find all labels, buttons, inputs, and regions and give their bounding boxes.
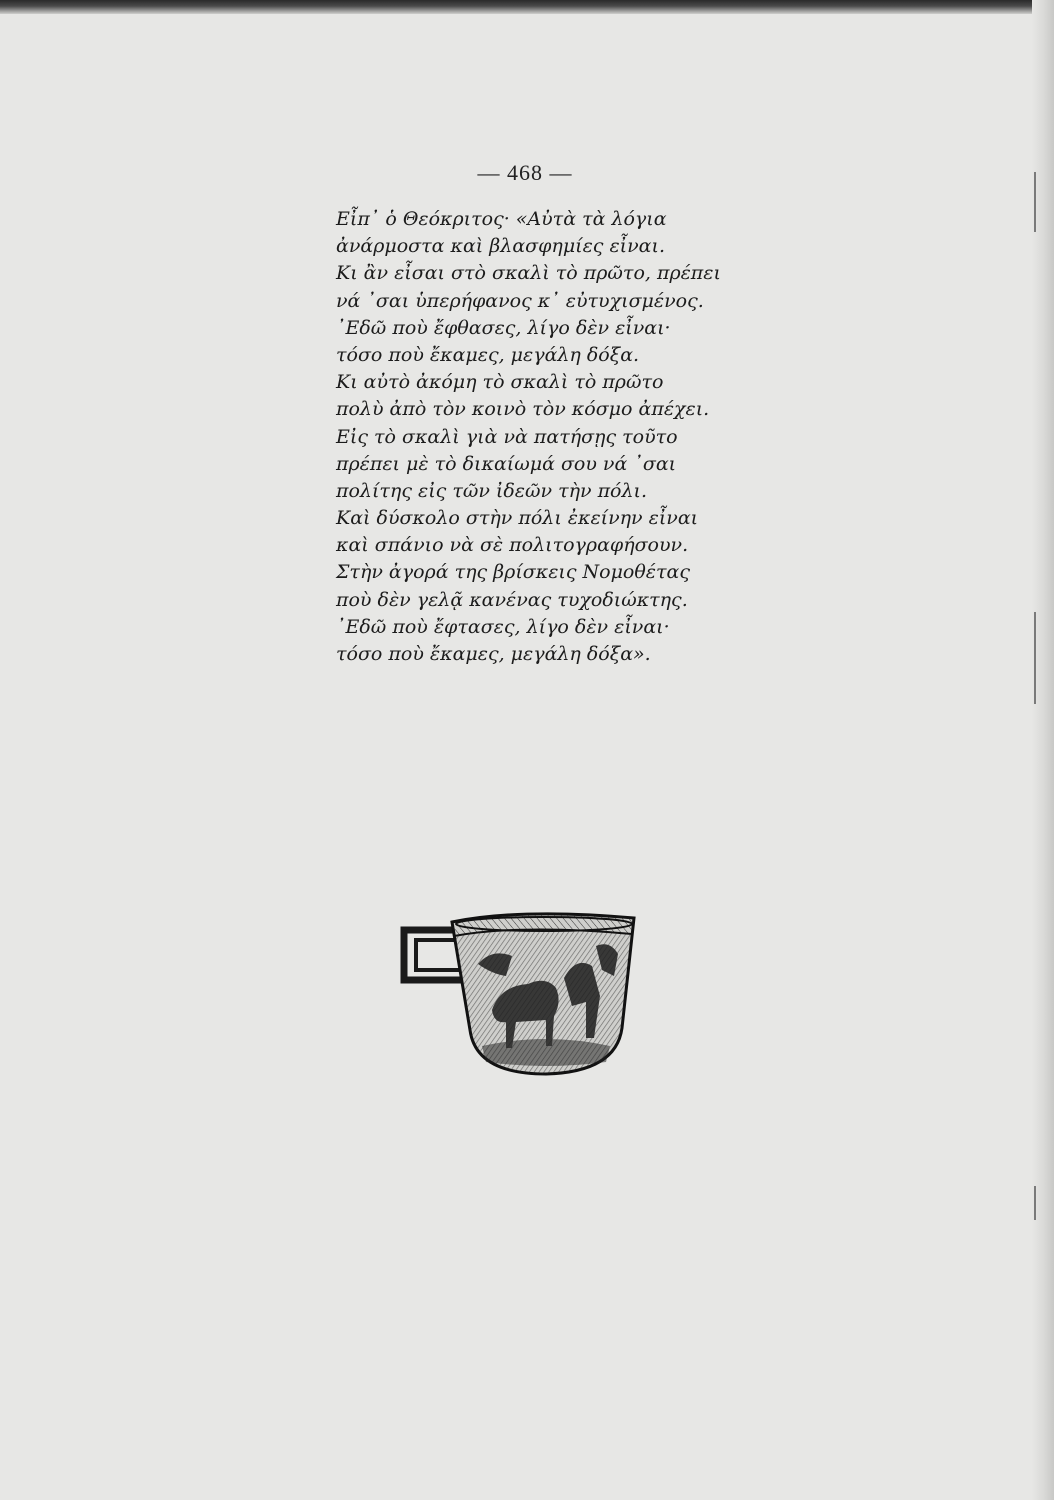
poem-line: Κι αὐτὸ ἀκόμη τὸ σκαλὶ τὸ πρῶτο	[336, 371, 664, 394]
poem-line: ᾽Εδῶ ποὺ ἔφθασες, λίγο δὲν εἶναι·	[336, 316, 671, 339]
poem-line: καὶ σπάνιο νὰ σὲ πολιτογραφήσουν.	[336, 534, 689, 557]
poem-line: πολὺ ἀπὸ τὸν κοινὸ τὸν κόσμο ἀπέχει.	[336, 398, 710, 421]
poem-line: Καὶ δύσκολο στὴν πόλι ἐκείνην εἶναι	[336, 507, 699, 530]
edge-mark	[1034, 1186, 1036, 1220]
edge-mark	[1034, 612, 1036, 704]
poem-line: ᾽Εδῶ ποὺ ἔφτασες, λίγο δὲν εἶναι·	[336, 615, 670, 638]
engraved-cup-vignette-icon	[396, 906, 642, 1082]
scanned-top-edge	[0, 0, 1054, 14]
poem-line: Εἰς τὸ σκαλὶ γιὰ νὰ πατήσῃς τοῦτο	[336, 425, 678, 448]
poem	[336, 206, 776, 668]
poem-line: Κι ἂν εἶσαι στὸ σκαλὶ τὸ πρῶτο, πρέπει	[336, 262, 721, 285]
poem-line: τόσο ποὺ ἔκαμες, μεγάλη δόξα».	[336, 643, 651, 665]
page-number: — 468 —	[477, 160, 573, 185]
poem-line: Εἶπ᾽ ὁ Θεόκριτος· «Αὐτὰ τὰ λόγια	[336, 208, 667, 230]
poem-line: νά ᾽σαι ὑπερήφανος κ᾽ εὐτυχισμένος.	[336, 289, 704, 312]
poem-line: τόσο ποὺ ἔκαμες, μεγάλη δόξα.	[336, 343, 640, 366]
edge-mark	[1034, 172, 1036, 232]
poem-line: Στὴν ἀγορά της βρίσκεις Νομοθέτας	[336, 561, 690, 584]
poem-line: πολίτης εἰς τῶν ἰδεῶν τὴν πόλι.	[336, 479, 648, 502]
poem-line: ποὺ δὲν γελᾷ κανένας τυχοδιώκτης.	[336, 588, 688, 611]
poem-line: πρέπει μὲ τὸ δικαίωμά σου νά ᾽σαι	[336, 452, 677, 475]
poem-line: ἀνάρμοστα καὶ βλασφημίες εἶναι.	[336, 235, 666, 258]
